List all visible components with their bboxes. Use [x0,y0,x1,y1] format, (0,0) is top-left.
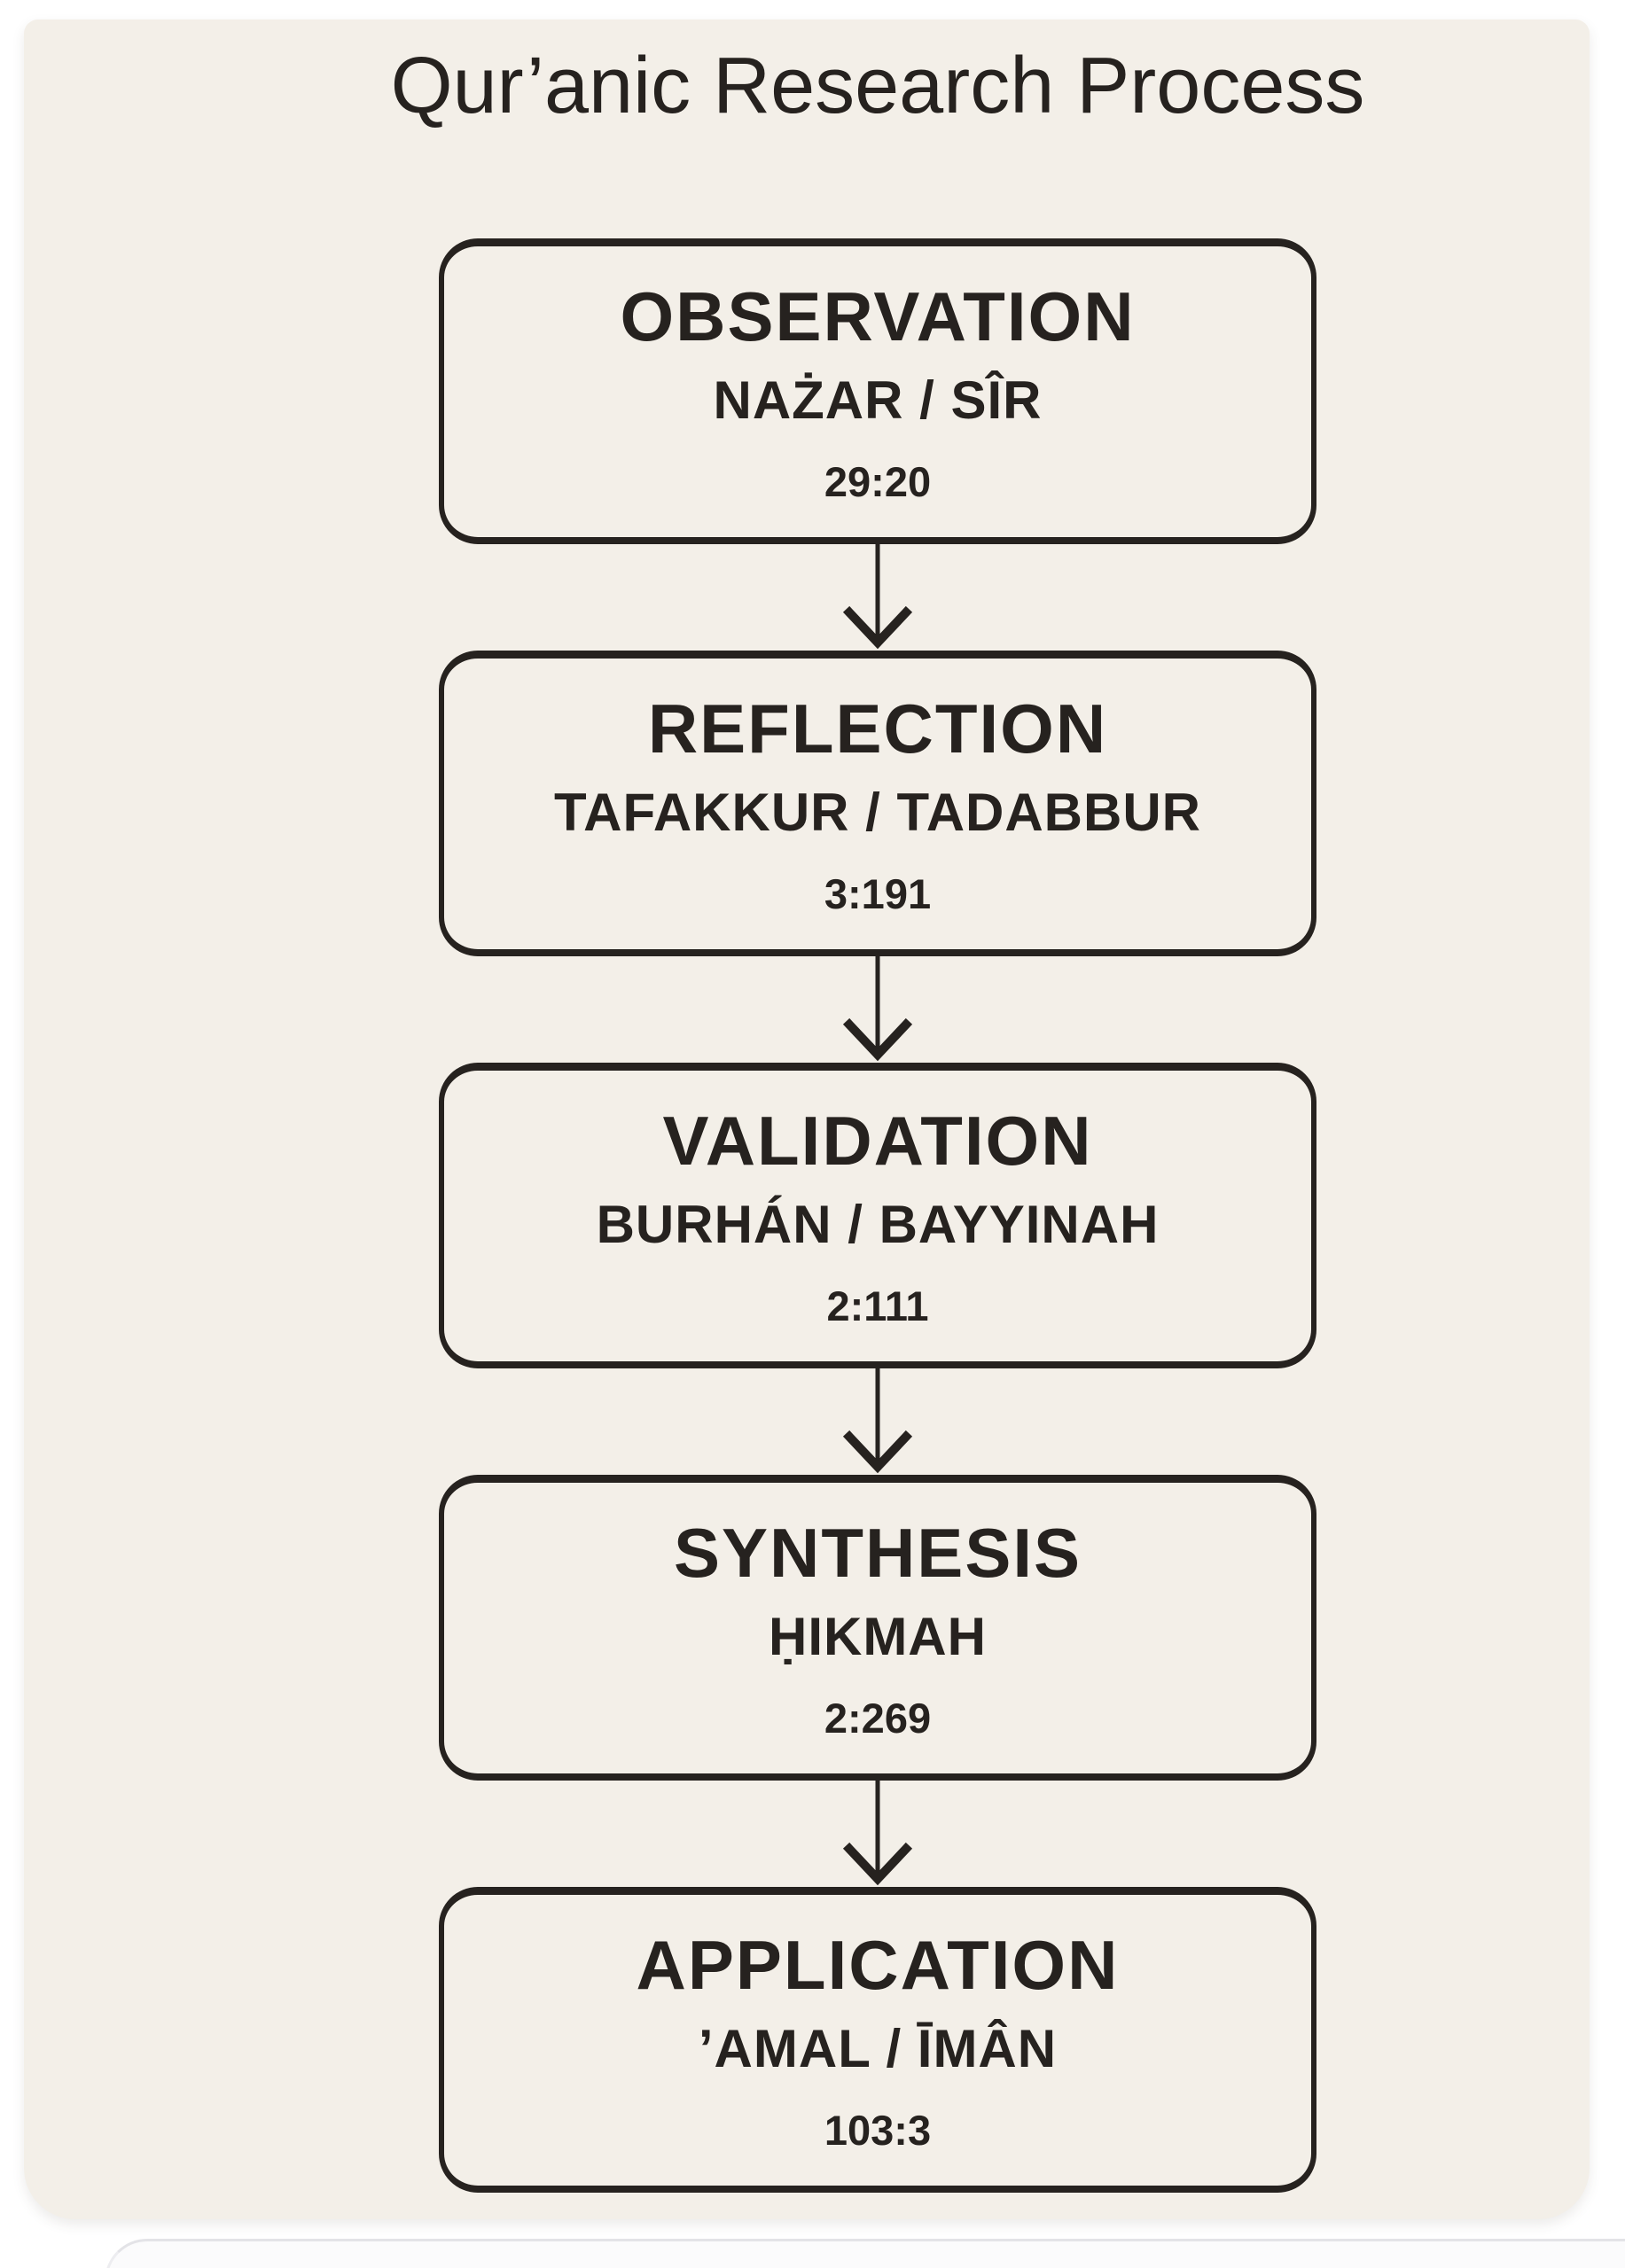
down-arrow-icon [838,1368,918,1475]
next-card-top-edge [105,2239,1625,2268]
step-label: VALIDATION [662,1101,1093,1180]
step-box-synthesis [439,1475,1316,1781]
step-verse: 2:111 [826,1282,929,1329]
down-arrow-icon [838,544,918,651]
diagram-title: Qur’anic Research Process [390,42,1365,130]
step-label: APPLICATION [636,1925,1120,2004]
step-verse: 29:20 [824,457,932,505]
step-verse: 3:191 [824,869,932,917]
step-terms: ’AMAL / ĪMÂN [698,2018,1058,2078]
step-terms: TAFAKKUR / TADABBUR [553,782,1202,842]
content-card [24,19,1590,2219]
step-verse: 2:269 [824,1694,932,1742]
step-box-application [439,1887,1316,2193]
step-label: REFLECTION [647,689,1108,768]
step-box-reflection [439,651,1316,956]
step-terms: NAŻAR / SÎR [713,370,1043,430]
step-label: SYNTHESIS [673,1513,1082,1592]
step-verse: 103:3 [824,2106,932,2154]
down-arrow-icon [838,1781,918,1887]
step-box-observation [439,238,1316,544]
step-box-validation [439,1063,1316,1368]
step-label: OBSERVATION [620,277,1136,355]
down-arrow-icon [838,956,918,1063]
step-terms: ḤIKMAH [769,1606,987,1666]
step-terms: BURHÁN / BAYYINAH [596,1194,1160,1254]
flowchart [328,19,1427,2193]
